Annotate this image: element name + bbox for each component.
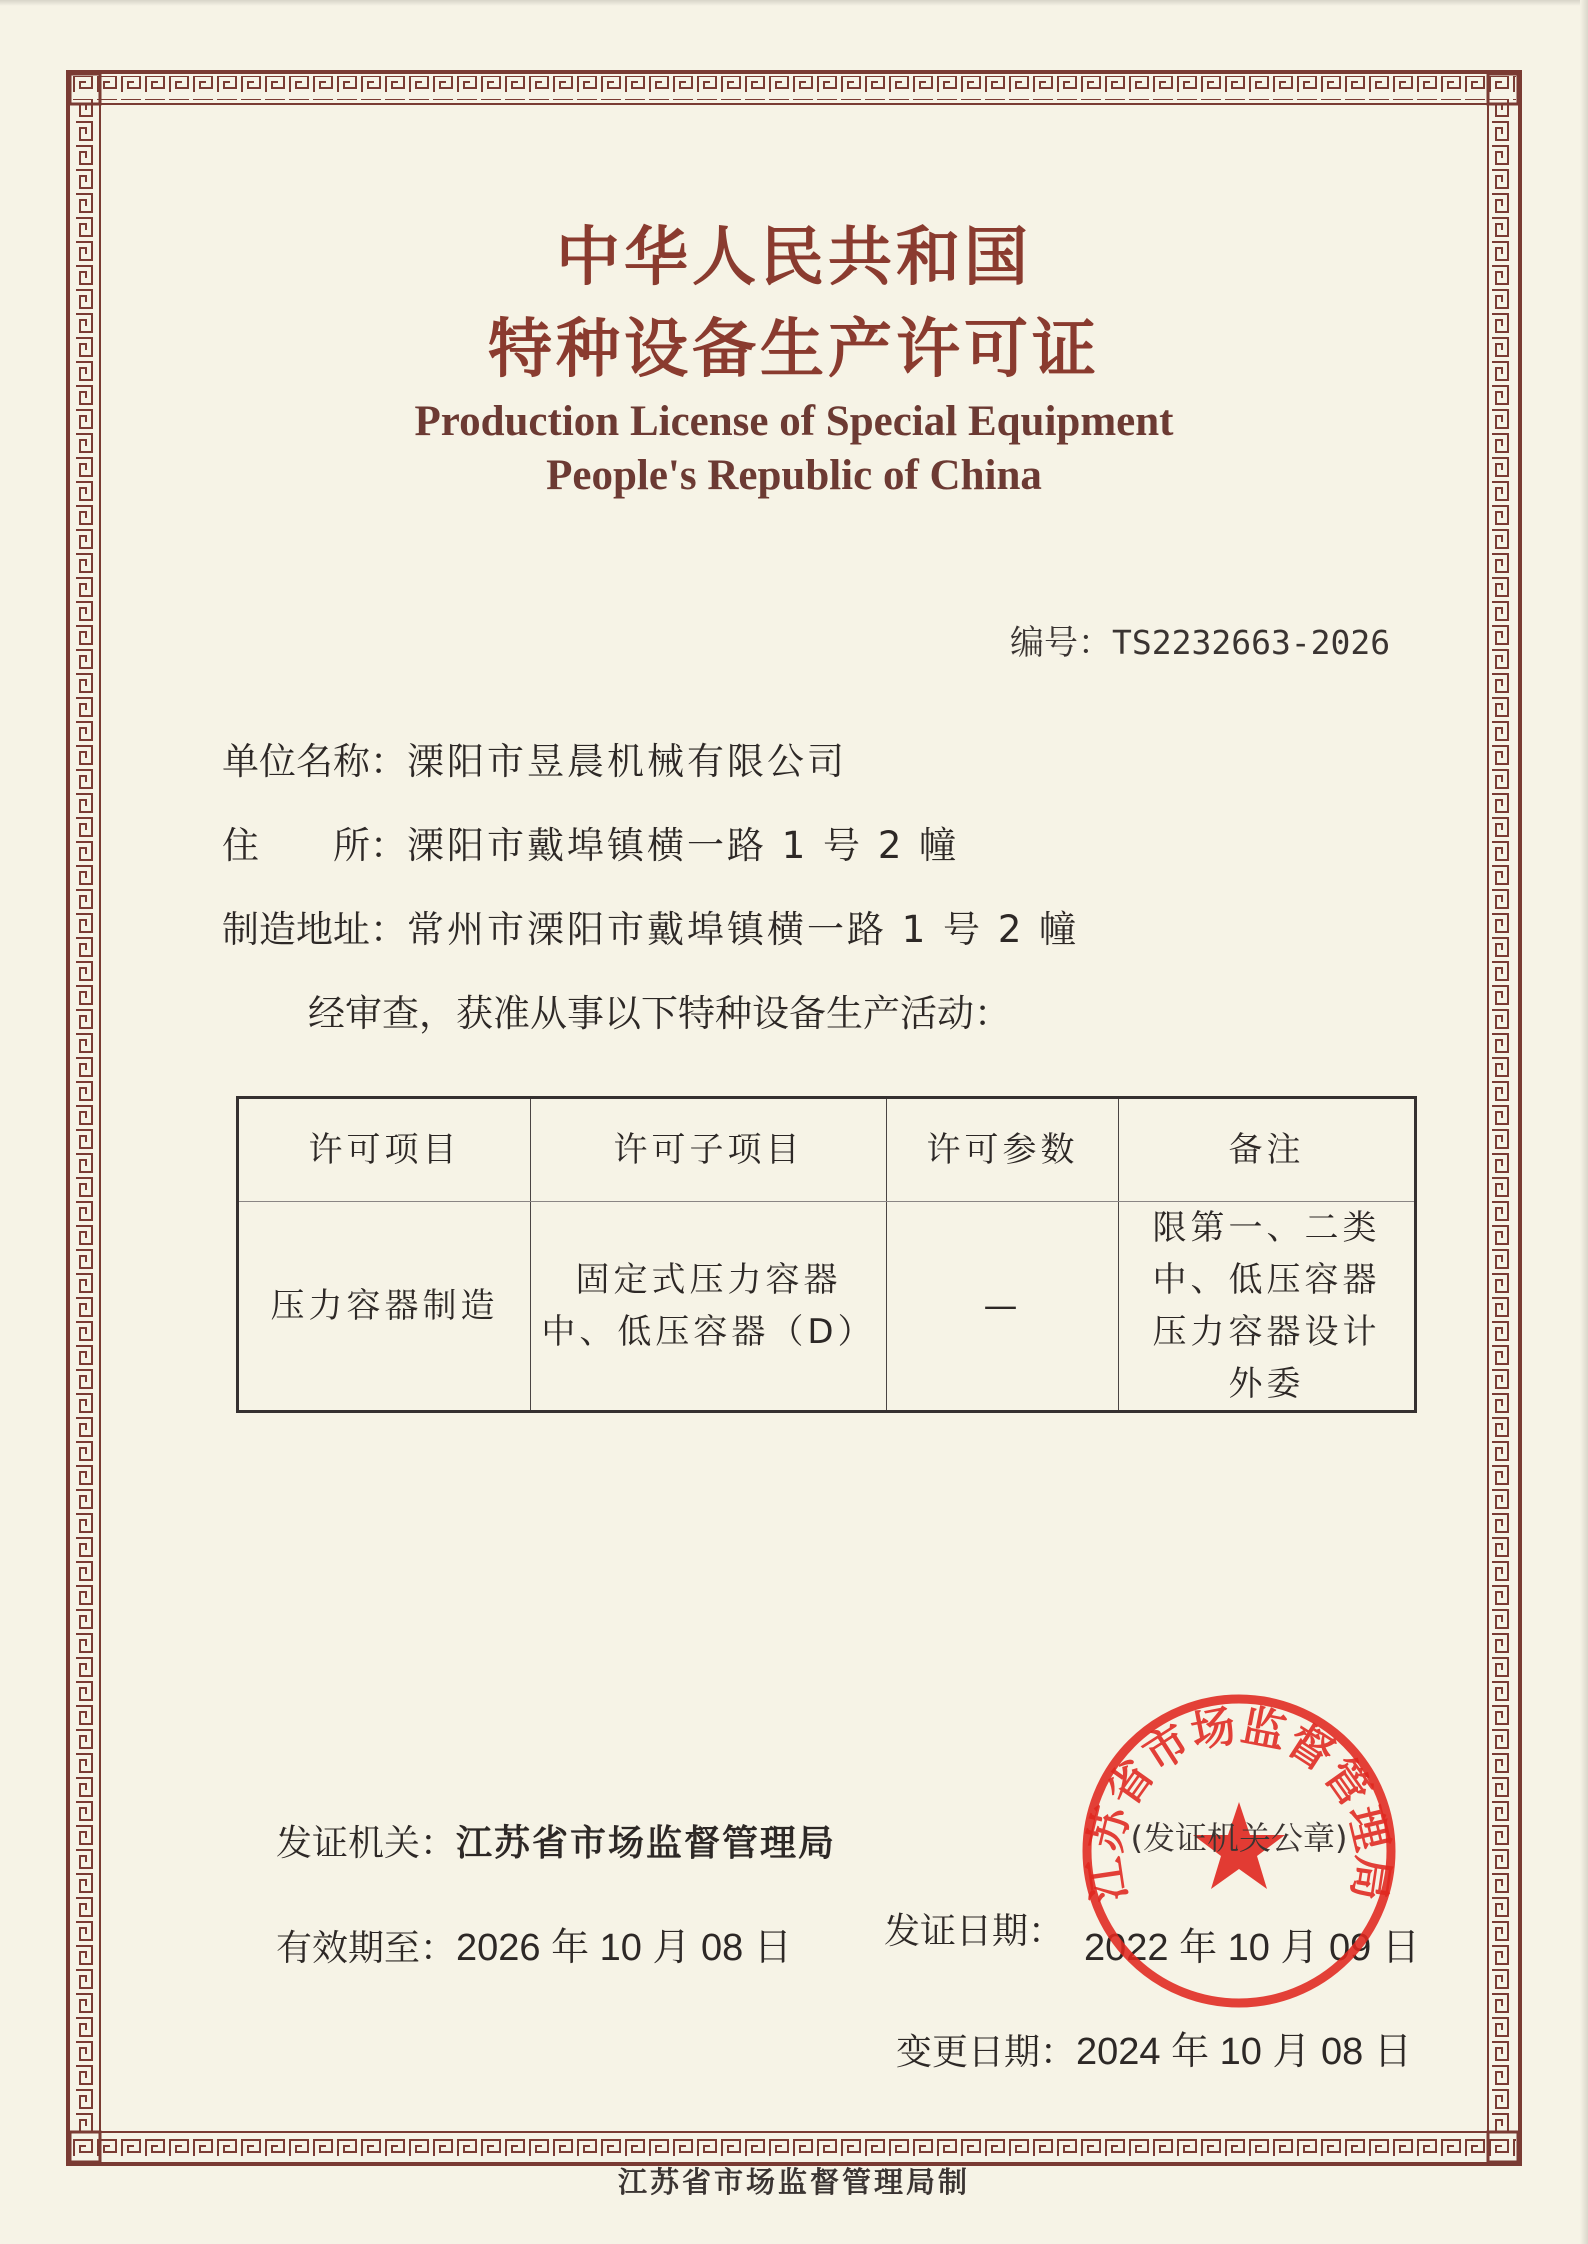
table-cell-subitem <box>531 1202 887 1412</box>
change-date-value: 2024 年 10 月 08 日 <box>1076 2031 1412 2073</box>
valid-until <box>276 1920 792 1977</box>
subitem-line-2: 中、低压容器（D） <box>541 1312 876 1352</box>
field-unit-name-label: 单位名称： <box>222 740 407 783</box>
table-header-parameter: 许可参数 <box>887 1098 1119 1202</box>
table-header-row <box>238 1098 1416 1202</box>
remark-line-1: 限第一、二类 <box>1152 1208 1381 1248</box>
issuing-authority <box>276 1816 836 1872</box>
certificate-number-value: TS2232663-2026 <box>1112 623 1391 662</box>
certificate-number-label: 编号： <box>1010 623 1112 663</box>
table-header-item: 许可项目 <box>238 1098 531 1202</box>
field-address-value: 溧阳市戴埠镇横一路 1 号 2 幢 <box>407 824 960 867</box>
subitem-line-1: 固定式压力容器 <box>575 1260 842 1300</box>
title-english-line1: Production License of Special Equipment <box>414 398 1174 445</box>
field-unit-name-value: 溧阳市昱晨机械有限公司 <box>407 740 847 783</box>
title-chinese-line2: 特种设备生产许可证 <box>488 313 1100 387</box>
issuing-authority-label: 发证机关： <box>276 1823 457 1864</box>
printer-mark: 江苏省市场监督管理局制 <box>617 2165 970 2199</box>
table-cell-item: 压力容器制造 <box>238 1202 531 1412</box>
table-cell-parameter: — <box>887 1202 1119 1412</box>
valid-until-value: 2026 年 10 月 08 日 <box>456 1927 792 1969</box>
permit-table <box>236 1096 1417 1413</box>
field-manufacturing-address-value: 常州市溧阳市戴埠镇横一路 1 号 2 幢 <box>407 908 1080 951</box>
change-date-label: 变更日期： <box>896 2032 1077 2073</box>
valid-until-label: 有效期至： <box>276 1928 457 1969</box>
issue-date-label: 发证日期： <box>884 1911 1065 1952</box>
remark-line-2: 中、低压容器 <box>1152 1260 1381 1300</box>
remark-line-4: 外委 <box>1228 1364 1305 1404</box>
table-header-subitem: 许可子项目 <box>531 1098 887 1202</box>
issuing-authority-value: 江苏省市场监督管理局 <box>456 1823 837 1864</box>
table-row <box>238 1202 1416 1412</box>
field-manufacturing-address <box>222 902 1079 958</box>
table-cell-remark <box>1119 1202 1416 1412</box>
table-header-remark: 备注 <box>1119 1098 1416 1202</box>
approval-statement: 经审查，获准从事以下特种设备生产活动： <box>308 992 1011 1035</box>
seal-ring-text: 江苏省市场监督管理局 <box>1079 1700 1399 1905</box>
field-manufacturing-address-label: 制造地址： <box>222 908 407 951</box>
field-address-label: 住 所： <box>222 824 407 867</box>
title-english-line2: People's Republic of China <box>546 452 1042 499</box>
certificate-number <box>1010 618 1390 668</box>
field-address <box>222 818 959 874</box>
title-chinese-line1: 中华人民共和国 <box>556 221 1032 295</box>
field-unit-name <box>222 734 847 790</box>
change-date <box>896 2024 1412 2081</box>
issue-date-text: 2022 年 10 月 09 日 <box>1084 1927 1420 1969</box>
official-seal <box>1078 1690 1400 2012</box>
seal-caption: (发证机关公章) <box>1130 1819 1348 1857</box>
remark-line-3: 压力容器设计 <box>1152 1312 1381 1352</box>
